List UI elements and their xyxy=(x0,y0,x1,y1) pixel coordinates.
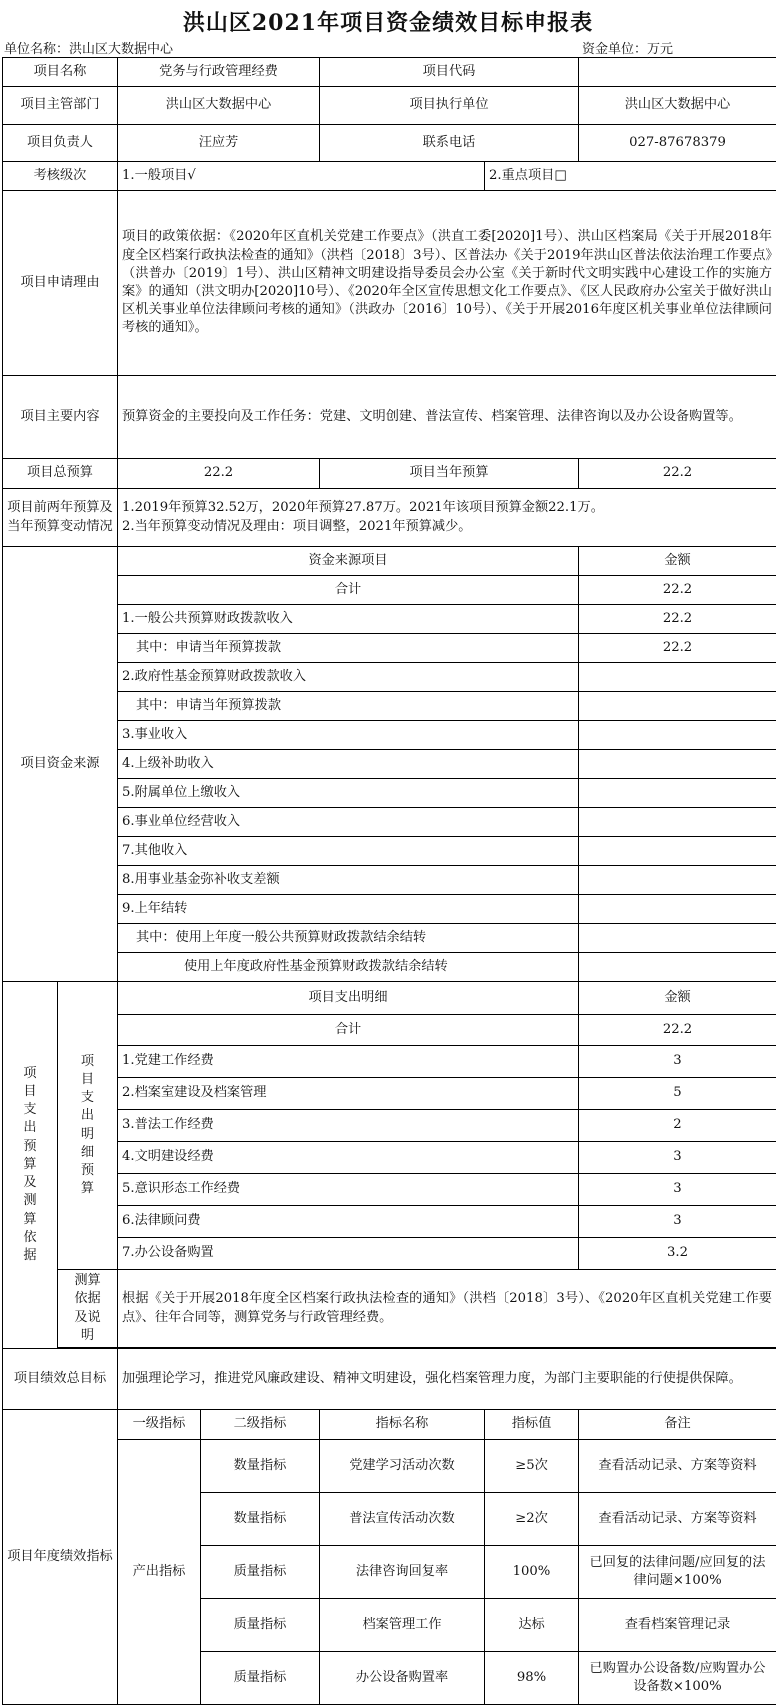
expense-item: 合计 xyxy=(118,1015,579,1046)
goal-text: 加强理论学习，推进党风廉政建设、精神文明建设，强化档案管理力度，为部门主要职能的行使提供保障。 xyxy=(118,1349,776,1410)
source-amount xyxy=(579,750,776,779)
expense-item: 5.意识形态工作经费 xyxy=(118,1174,579,1206)
table-row xyxy=(3,779,776,808)
level-general: 1.一般项目√ xyxy=(118,162,485,191)
reason-text: 项目的政策依据：《2020年区直机关党建工作要点》（洪直工委[2020]1号）、洪山区档案局《关于开展2018年度全区档案行政执法检查的通知》（洪档〔2018〕3号）、区普法办《关于2019年洪山区普法依法治理工作要点》（洪普办〔2019〕1号）、洪山区精神文明建设指导委员会办公室《关于新时代文明实践中心建设工作的实施方案》的通知（洪文明办[2020]10号）、《2020年全区宣传思想文化工作要点》、《区人民政府办公室关于做好洪山区机关事业单位法律顾问考核的通知》（洪政办〔2016〕10号）、《关于开展2016年度区机关事业单位法律顾问考核的通知》。 xyxy=(118,191,776,376)
leader-value: 汪应芳 xyxy=(118,125,320,162)
page-title: 洪山区2021年项目资金绩效目标申报表 xyxy=(0,6,776,37)
source-amount xyxy=(579,779,776,808)
source-amount xyxy=(579,721,776,750)
indicator-header-value: 指标值 xyxy=(485,1410,579,1440)
source-header-amount: 金额 xyxy=(579,547,776,576)
table-row xyxy=(3,1015,776,1046)
indicator-note: 查看档案管理记录 xyxy=(579,1599,776,1652)
source-item: 5.附属单位上缴收入 xyxy=(118,779,579,808)
current-budget-label: 项目当年预算 xyxy=(320,459,579,489)
indicator-note: 查看活动记录、方案等资料 xyxy=(579,1493,776,1546)
source-item: 其中：申请当年预算拨款 xyxy=(118,634,579,663)
indicator-value: ≥2次 xyxy=(485,1493,579,1546)
indicator-header-l2: 二级指标 xyxy=(201,1410,320,1440)
expense-amount: 3 xyxy=(579,1046,776,1078)
expense-item: 6.法律顾问费 xyxy=(118,1206,579,1238)
source-amount xyxy=(579,953,776,982)
goal-label: 项目绩效总目标 xyxy=(3,1349,118,1410)
source-item: 8.用事业基金弥补收支差额 xyxy=(118,866,579,895)
source-amount xyxy=(579,692,776,721)
change-label: 项目前两年预算及当年预算变动情况 xyxy=(3,489,118,547)
indicator-value: 98% xyxy=(485,1652,579,1705)
expense-amount: 22.2 xyxy=(579,1015,776,1046)
source-amount xyxy=(579,895,776,924)
indicator-header-note: 备注 xyxy=(579,1410,776,1440)
change-text xyxy=(118,489,776,547)
content-text: 预算资金的主要投向及工作任务：党建、文明创建、普法宣传、档案管理、法律咨询以及办公设备购置等。 xyxy=(118,376,776,459)
change-line-1: 1.2019年预算32.52万，2020年预算27.87万。2021年该项目预算金额22.1万。 xyxy=(122,499,772,517)
row-level xyxy=(3,162,776,191)
source-item: 其中：申请当年预算拨款 xyxy=(118,692,579,721)
table-row xyxy=(3,1238,776,1270)
indicator-level1: 产出指标 xyxy=(118,1440,201,1705)
phone-value: 027-87678379 xyxy=(579,125,776,162)
source-amount: 22.2 xyxy=(579,576,776,605)
source-amount xyxy=(579,837,776,866)
source-amount xyxy=(579,866,776,895)
table-row xyxy=(3,808,776,837)
source-item: 使用上年度政府性基金预算财政拨款结余结转 xyxy=(118,953,579,982)
source-header-row xyxy=(3,547,776,576)
expense-header-row xyxy=(3,982,776,1015)
row-dept xyxy=(3,87,776,125)
table-row xyxy=(3,663,776,692)
expense-item: 1.党建工作经费 xyxy=(118,1046,579,1078)
indicator-header-row xyxy=(3,1410,776,1440)
total-budget-label: 项目总预算 xyxy=(3,459,118,489)
indicator-name: 法律咨询回复率 xyxy=(320,1546,485,1599)
reason-label: 项目申请理由 xyxy=(3,191,118,376)
row-reason xyxy=(3,191,776,376)
table-row xyxy=(3,750,776,779)
table-row xyxy=(3,895,776,924)
row-basis xyxy=(3,1270,776,1348)
source-amount: 22.2 xyxy=(579,605,776,634)
table-row xyxy=(3,1078,776,1110)
row-content xyxy=(3,376,776,459)
expense-amount: 3 xyxy=(579,1206,776,1238)
expense-item: 3.普法工作经费 xyxy=(118,1110,579,1142)
source-item: 9.上年结转 xyxy=(118,895,579,924)
table-row xyxy=(3,721,776,750)
row-goal xyxy=(3,1349,776,1410)
source-item: 3.事业收入 xyxy=(118,721,579,750)
indicator-value: 达标 xyxy=(485,1599,579,1652)
basis-text: 根据《关于开展2018年度全区档案行政执法检查的通知》（洪档〔2018〕3号）、《2020年区直机关党建工作要点》、往年合同等，测算党务与行政管理经费。 xyxy=(118,1270,776,1348)
table-row xyxy=(3,634,776,663)
table-row xyxy=(3,576,776,605)
exec-label: 项目执行单位 xyxy=(320,87,579,125)
expense-amount: 5 xyxy=(579,1078,776,1110)
level-label: 考核级次 xyxy=(3,162,118,191)
source-item: 2.政府性基金预算财政拨款收入 xyxy=(118,663,579,692)
indicator-name: 档案管理工作 xyxy=(320,1599,485,1652)
row-change xyxy=(3,489,776,547)
row-budget xyxy=(3,459,776,489)
indicator-value: 100% xyxy=(485,1546,579,1599)
indicator-header-l1: 一级指标 xyxy=(118,1410,201,1440)
expense-header-item: 项目支出明细 xyxy=(118,982,579,1015)
source-amount: 22.2 xyxy=(579,634,776,663)
basis-label xyxy=(58,1270,118,1348)
source-item: 其中：使用上年度一般公共预算财政拨款结余结转 xyxy=(118,924,579,953)
indicator-level2: 数量指标 xyxy=(201,1440,320,1493)
expense-inner-label xyxy=(58,982,118,1270)
table-row xyxy=(3,1110,776,1142)
expense-inner-label-text: 项目支出明细预算 xyxy=(80,1053,96,1199)
indicator-value: ≥5次 xyxy=(485,1440,579,1493)
project-name-label: 项目名称 xyxy=(3,58,118,87)
indicator-name: 办公设备购置率 xyxy=(320,1652,485,1705)
table-row xyxy=(3,1142,776,1174)
table-row xyxy=(3,605,776,634)
indicator-name: 普法宣传活动次数 xyxy=(320,1493,485,1546)
table-row xyxy=(3,837,776,866)
project-name-value: 党务与行政管理经费 xyxy=(118,58,320,87)
indicator-note: 已购置办公设备数/应购置办公设备数×100% xyxy=(579,1652,776,1705)
indicator-level2: 质量指标 xyxy=(201,1652,320,1705)
row-leader xyxy=(3,125,776,162)
level-key: 2.重点项目□ xyxy=(485,162,776,191)
project-code-label: 项目代码 xyxy=(320,58,579,87)
change-line-2: 2.当年预算变动情况及理由：项目调整，2021年预算减少。 xyxy=(122,518,772,536)
table-row xyxy=(3,866,776,895)
source-item: 6.事业单位经营收入 xyxy=(118,808,579,837)
expense-header-amount: 金额 xyxy=(579,982,776,1015)
source-amount xyxy=(579,663,776,692)
project-code-value xyxy=(579,58,776,87)
source-label: 项目资金来源 xyxy=(3,547,118,982)
expense-amount: 3 xyxy=(579,1142,776,1174)
basis-label-text: 测算依据及说明 xyxy=(73,1272,103,1345)
expense-amount: 3 xyxy=(579,1174,776,1206)
expense-outer-label-text: 项目支出预算及测算依据 xyxy=(22,1065,38,1265)
source-item: 合计 xyxy=(118,576,579,605)
indicator-header-name: 指标名称 xyxy=(320,1410,485,1440)
source-amount xyxy=(579,924,776,953)
expense-item: 7.办公设备购置 xyxy=(118,1238,579,1270)
phone-label: 联系电话 xyxy=(320,125,579,162)
source-item: 4.上级补助收入 xyxy=(118,750,579,779)
source-header-item: 资金来源项目 xyxy=(118,547,579,576)
expense-amount: 3.2 xyxy=(579,1238,776,1270)
table-row xyxy=(3,1174,776,1206)
source-item: 7.其他收入 xyxy=(118,837,579,866)
table-row xyxy=(3,953,776,982)
table-row xyxy=(3,924,776,953)
indicator-level2: 数量指标 xyxy=(201,1493,320,1546)
table-row xyxy=(3,1440,776,1493)
table-row xyxy=(3,1046,776,1078)
indicator-note: 已回复的法律问题/应回复的法律问题×100% xyxy=(579,1546,776,1599)
indicators-label: 项目年度绩效指标 xyxy=(3,1410,118,1705)
expense-item: 2.档案室建设及档案管理 xyxy=(118,1078,579,1110)
current-budget-value: 22.2 xyxy=(579,459,776,489)
dept-value: 洪山区大数据中心 xyxy=(118,87,320,125)
expense-item: 4.文明建设经费 xyxy=(118,1142,579,1174)
table-row xyxy=(3,1206,776,1238)
table-row xyxy=(3,692,776,721)
source-amount xyxy=(579,808,776,837)
total-budget-value: 22.2 xyxy=(118,459,320,489)
exec-value: 洪山区大数据中心 xyxy=(579,87,776,125)
indicator-note: 查看活动记录、方案等资料 xyxy=(579,1440,776,1493)
money-unit: 资金单位：万元 xyxy=(582,38,673,57)
expense-outer-label xyxy=(3,982,58,1349)
source-item: 1.一般公共预算财政拨款收入 xyxy=(118,605,579,634)
report-table xyxy=(2,57,776,1705)
row-project-name xyxy=(3,58,776,87)
leader-label: 项目负责人 xyxy=(3,125,118,162)
expense-amount: 2 xyxy=(579,1110,776,1142)
indicator-name: 党建学习活动次数 xyxy=(320,1440,485,1493)
indicator-level2: 质量指标 xyxy=(201,1599,320,1652)
dept-label: 项目主管部门 xyxy=(3,87,118,125)
content-label: 项目主要内容 xyxy=(3,376,118,459)
unit-name: 单位名称：洪山区大数据中心 xyxy=(4,38,173,57)
indicator-level2: 质量指标 xyxy=(201,1546,320,1599)
